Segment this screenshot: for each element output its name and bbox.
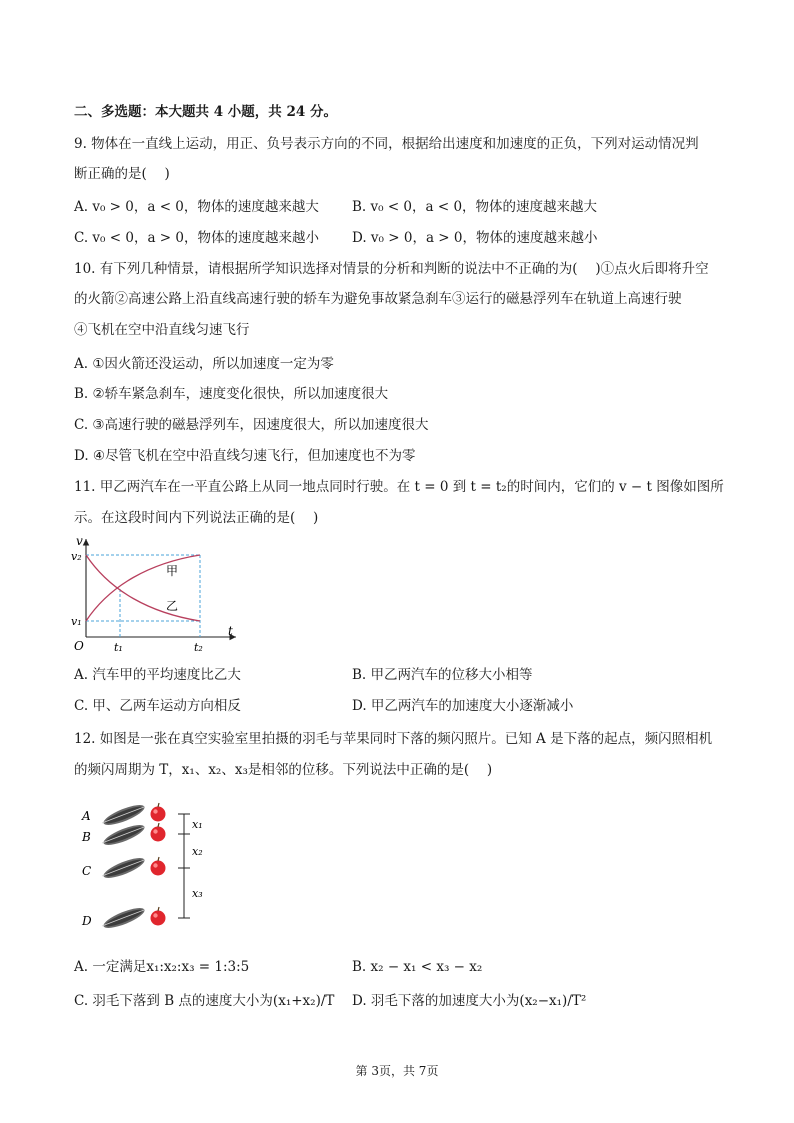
origin-label: O <box>74 639 84 653</box>
q9-stem-line1: 9. 物体在一直线上运动，用正、负号表示方向的不同，根据给出速度和加速度的正负，下列对运动情况判 <box>74 136 699 152</box>
vt-graph <box>70 533 250 657</box>
curve-yi <box>86 555 200 621</box>
point-b-label: B <box>82 830 91 844</box>
apple-a <box>151 803 166 822</box>
q12-option-d[interactable]: D. 羽毛下落的加速度大小为(x₂−x₁)/T² <box>352 993 587 1009</box>
section-heading: 二、多选题：本大题共 4 小题，共 24 分。 <box>74 104 337 120</box>
page-footer: 第 3页，共 7页 <box>355 1064 439 1078</box>
q11-option-a[interactable]: A. 汽车甲的平均速度比乙大 <box>74 667 241 683</box>
apple-c <box>151 857 166 876</box>
apple-b <box>151 823 166 842</box>
v2-label: v₂ <box>71 550 82 563</box>
q12-stem-line2: 的频闪周期为 T，x₁、x₂、x₃是相邻的位移。下列说法中正确的是( ) <box>74 762 493 778</box>
x1-label: x₁ <box>192 818 203 831</box>
q9-option-b[interactable]: B. v₀ < 0，a < 0，物体的速度越来越大 <box>352 199 598 215</box>
feather-b <box>101 821 146 849</box>
q10-stem-line3: ④飞机在空中沿直线匀速飞行 <box>74 322 250 338</box>
x3-label: x₃ <box>192 887 203 900</box>
point-c-label: C <box>82 864 92 878</box>
q9-stem-line2: 断正确的是( ) <box>74 166 170 182</box>
q10-option-c[interactable]: C. ③高速行驶的磁悬浮列车，因速度很大，所以加速度很大 <box>74 417 429 433</box>
q10-stem-line1: 10. 有下列几种情景，请根据所学知识选择对情景的分析和判断的说法中不正确的为( )①点火后即将升空 <box>74 261 709 277</box>
q9-option-a[interactable]: A. v₀ > 0，a < 0，物体的速度越来越大 <box>74 199 319 215</box>
t-axis-label: t <box>228 624 233 638</box>
x2-label: x₂ <box>192 845 203 858</box>
feather-d <box>101 904 146 932</box>
q12-option-a[interactable]: A. 一定满足x₁:x₂:x₃ = 1:3:5 <box>74 959 250 975</box>
q10-option-b[interactable]: B. ②轿车紧急刹车，速度变化很快，所以加速度很大 <box>74 386 389 402</box>
q12-stem-line1: 12. 如图是一张在真空实验室里拍摄的羽毛与苹果同时下落的频闪照片。已知 A 是下落的起点，频闪照相机 <box>74 731 713 747</box>
v1-label: v₁ <box>71 615 82 628</box>
v-axis-label: v <box>76 534 83 548</box>
feather-a <box>101 801 146 829</box>
t2-label: t₂ <box>194 641 203 654</box>
q10-option-d[interactable]: D. ④尽管飞机在空中沿直线匀速飞行，但加速度也不为零 <box>74 448 416 464</box>
apple-d <box>151 907 166 926</box>
flash-photo-figure <box>78 796 218 936</box>
q12-option-c[interactable]: C. 羽毛下落到 B 点的速度大小为(x₁+x₂)/T <box>74 993 335 1009</box>
yi-label: 乙 <box>166 599 179 613</box>
q11-option-c[interactable]: C. 甲、乙两车运动方向相反 <box>74 698 241 714</box>
q10-option-a[interactable]: A. ①因火箭还没运动，所以加速度一定为零 <box>74 356 334 372</box>
q10-stem-line2: 的火箭②高速公路上沿直线高速行驶的轿车为避免事故紧急刹车③运行的磁悬浮列车在轨道上高速行驶 <box>74 291 682 307</box>
t1-label: t₁ <box>114 641 123 654</box>
jia-label: 甲 <box>166 564 179 578</box>
point-d-label: D <box>82 914 92 928</box>
q11-option-d[interactable]: D. 甲乙两汽车的加速度大小逐渐减小 <box>352 698 574 714</box>
q9-option-d[interactable]: D. v₀ > 0，a > 0，物体的速度越来越小 <box>352 230 598 246</box>
point-a-label: A <box>82 809 91 823</box>
feather-c <box>101 854 146 882</box>
q12-option-b[interactable]: B. x₂ − x₁ < x₃ − x₂ <box>352 959 483 975</box>
q9-option-c[interactable]: C. v₀ < 0，a > 0，物体的速度越来越小 <box>74 230 319 246</box>
q11-stem-line1: 11. 甲乙两汽车在一平直公路上从同一地点同时行驶。在 t = 0 到 t = t₂的时间内，它们的 v − t 图像如图所 <box>74 479 724 495</box>
q11-option-b[interactable]: B. 甲乙两汽车的位移大小相等 <box>352 667 533 683</box>
curve-jia <box>86 555 200 621</box>
q11-stem-line2: 示。在这段时间内下列说法正确的是( ) <box>74 510 319 526</box>
